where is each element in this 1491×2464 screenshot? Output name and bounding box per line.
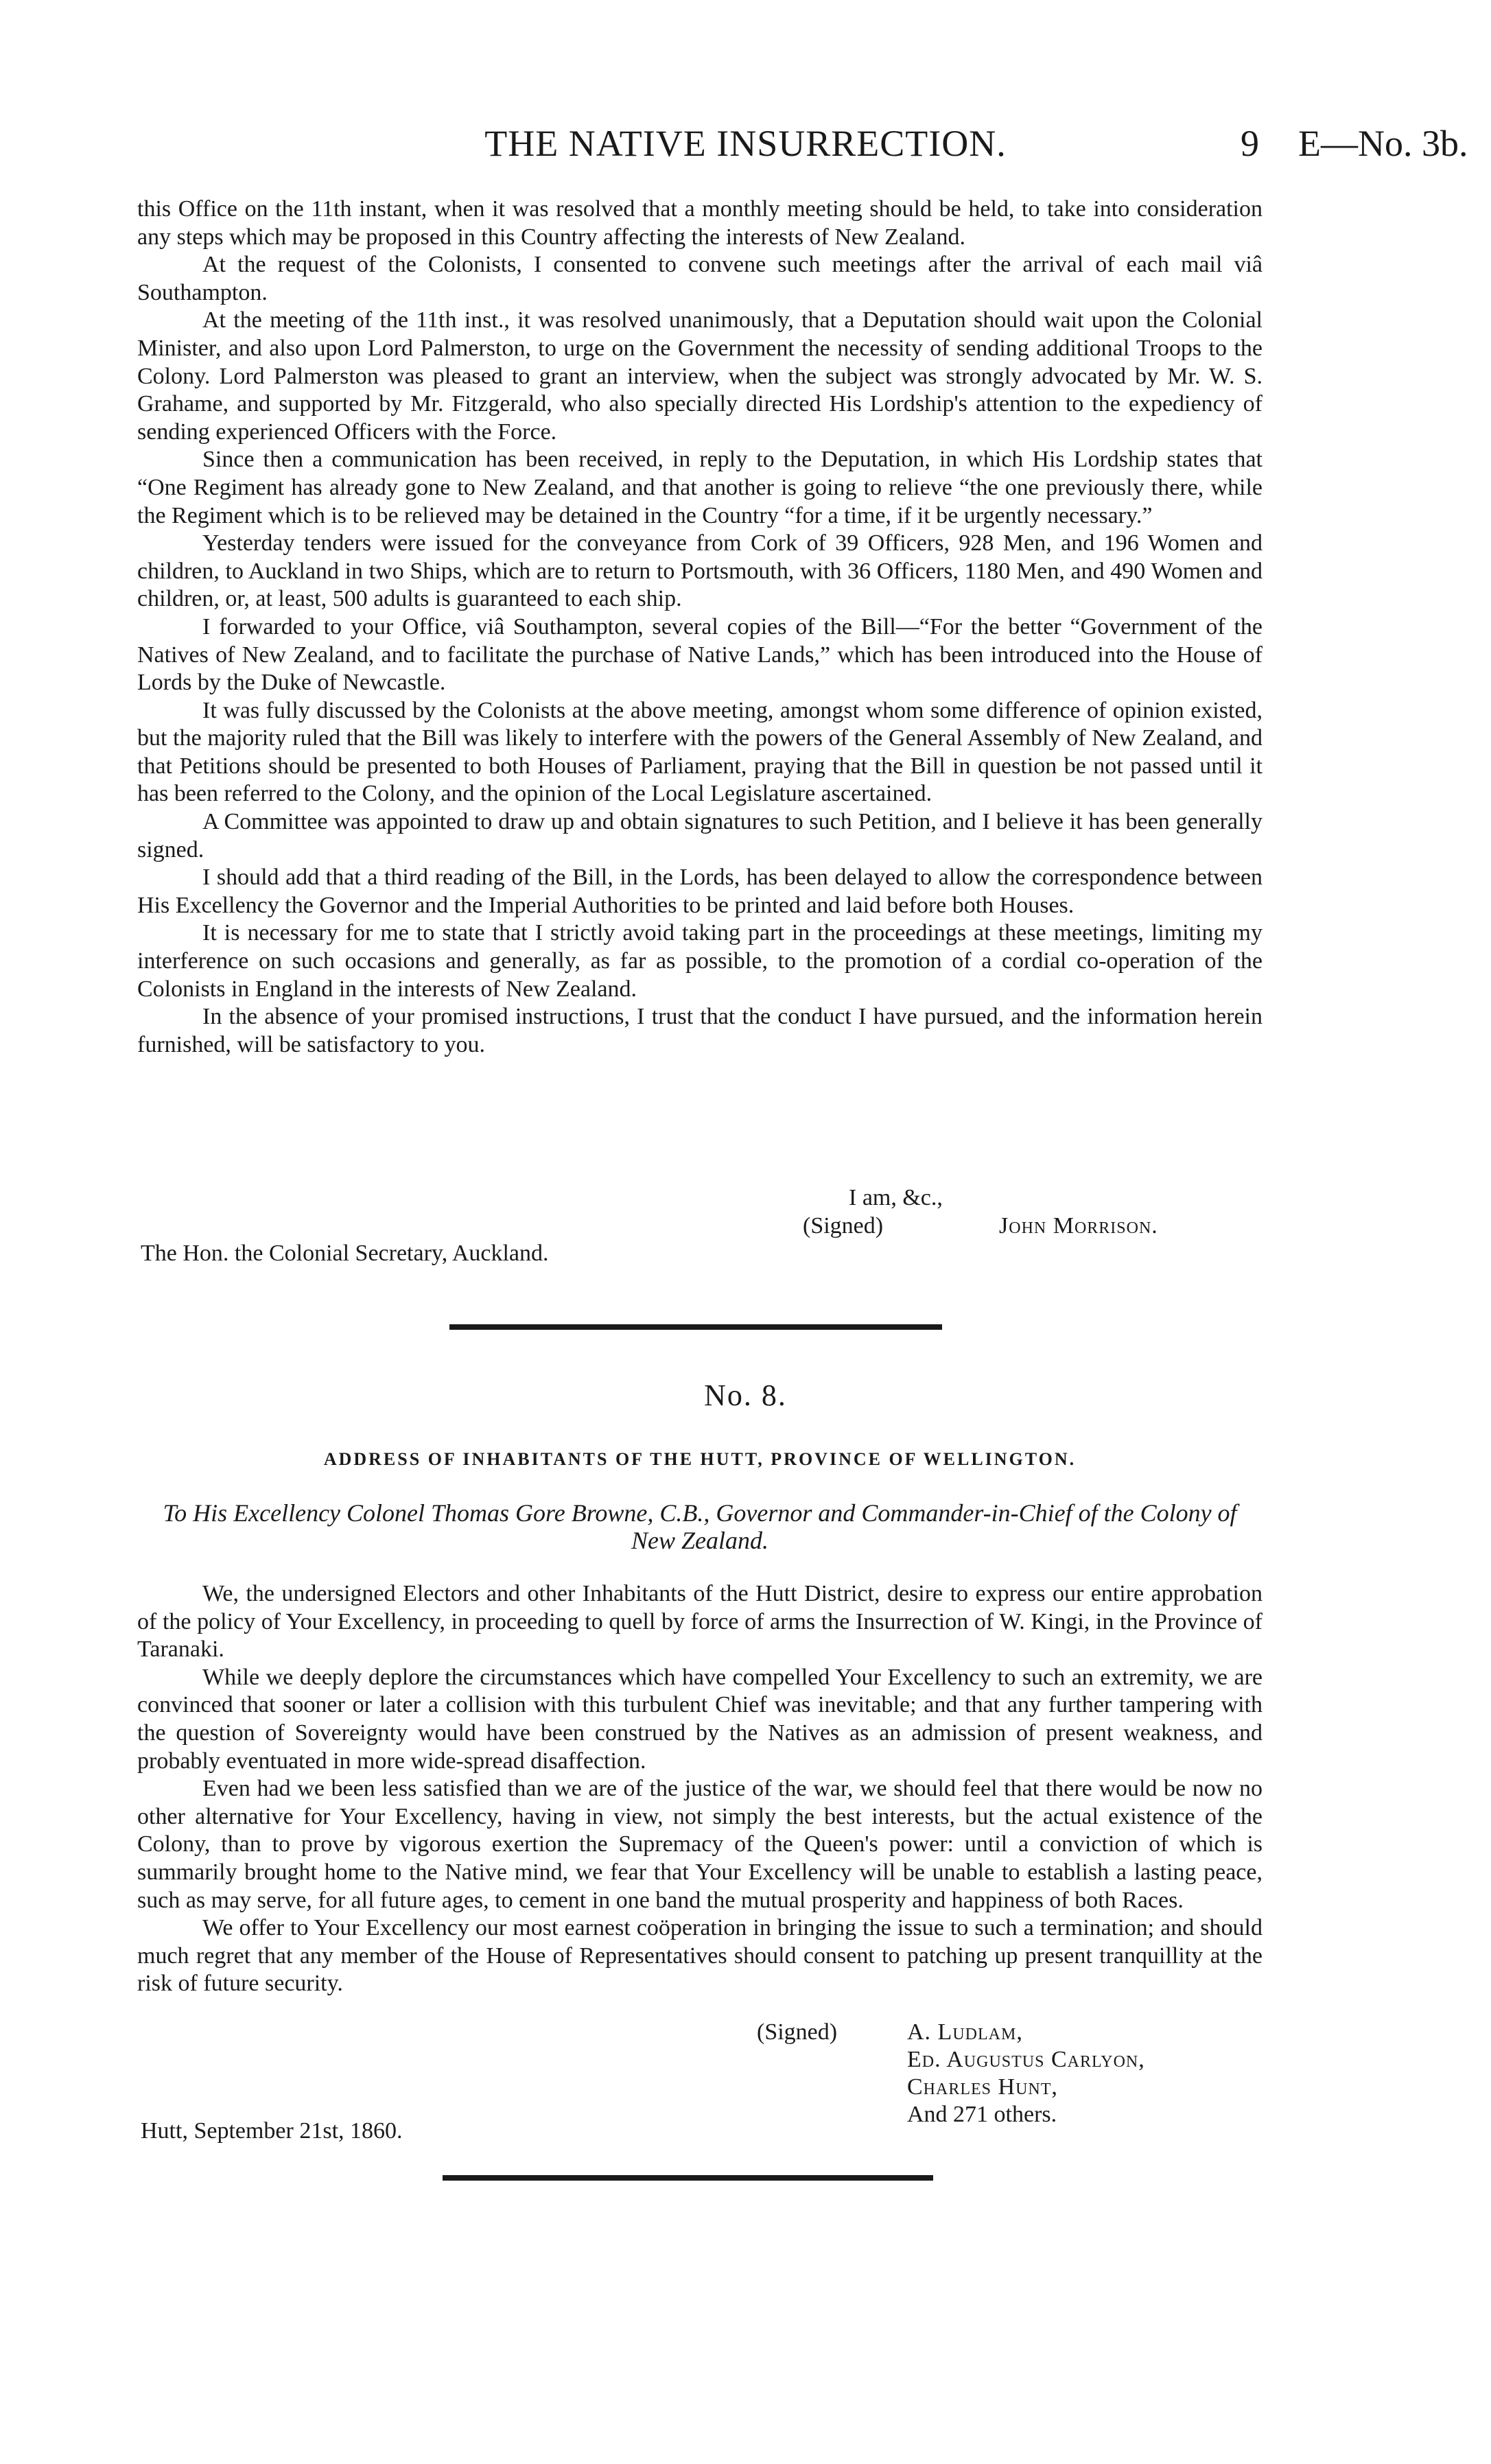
page-number: 9 [1241,123,1259,164]
signatory: A. Ludlam, [907,2019,1023,2045]
letter-paragraph: Since then a communication has been received, in reply to the Deputation, in which His Lordship states that “One Regiment has already gone to New Zealand, and that another is going to relieve “the one previously there, while the Regiment which is to be relieved may be detained in the Country “for a time, if it be urgently necessary.” [137,447,1263,528]
section-divider [443,2175,933,2181]
letter-paragraph: Yesterday tenders were issued for the conveyance from Cork of 39 Officers, 928 Men, and 196 Women and children, to Auckland in two Ships, which are to return to Portsmouth, with 36 Officers, 1180 Men, and 490 Women and children, or, at least, 500 adults is guaranteed to each ship. [137,530,1263,612]
letter-body [137,196,1263,1059]
address-paragraph: We, the undersigned Electors and other Inhabitants of the Hutt District, desire to express our entire approbation of the policy of Your Excellency, in proceeding to quell by force of arms the Insurrection of W. Kingi, in the Province of Taranaki. [137,1581,1263,1663]
address-paragraph: We offer to Your Excellency our most earnest coöperation in bringing the issue to such a termination; and should much regret that any member of the House of Representatives should consent to patching up present tranquillity at the risk of future security. [137,1915,1263,1997]
paper-reference: E—No. 3b. [1298,123,1468,164]
signed-label: (Signed) [803,1213,884,1239]
letter-addressee: The Hon. the Colonial Secretary, Auckland. [141,1241,549,1266]
letter-closing: I am, &c., [849,1185,943,1210]
letter-paragraph: It was fully discussed by the Colonists at the above meeting, amongst whom some difference of opinion existed, but the majority ruled that the Bill was likely to interfere with the powers of the General Assembly of New Zealand, and that Petitions should be presented to both Houses of Parliament, praying that the Bill in question be not passed until it has been referred to the Colony, and the opinion of the Local Legislature ascertained. [137,697,1263,807]
document-title: ADDRESS OF INHABITANTS OF THE HUTT, PROVINCE OF WELLINGTON. [323,1449,1077,1469]
letter-paragraph: I should add that a third reading of the Bill, in the Lords, has been delayed to allow the correspondence between His Excellency the Governor and the Imperial Authorities to be printed and laid before both Houses. [137,865,1263,918]
letter-paragraph: A Committee was appointed to draw up and obtain signatures to such Petition, and I believe it has been generally signed. [137,809,1263,863]
letter-paragraph: In the absence of your promised instructions, I trust that the conduct I have pursued, and the information herein furnished, will be satisfactory to you. [137,1004,1263,1057]
letter-paragraph: At the request of the Colonists, I consented to convene such meetings after the arrival of each mail viâ Southampton. [137,252,1263,305]
section-divider [449,1324,942,1330]
document-number: No. 8. [704,1378,787,1412]
page-header [0,122,1491,170]
letter-paragraph: It is necessary for me to state that I strictly avoid taking part in the proceedings at these meetings, limiting my interference on such occasions and generally, as far as possible, to the promotion of a cordial co-operation of the Colonists in England in the interests of New Zealand. [137,920,1263,1002]
signatory: And 271 others. [907,2102,1057,2127]
address-body [137,1580,1263,1998]
letter-paragraph: this Office on the 11th instant, when it was resolved that a monthly meeting should be held, to take into consideration any steps which may be proposed in this Country affecting the interests of New Zealand. [137,196,1263,250]
signatory: Ed. Augustus Carlyon, [907,2047,1145,2072]
address-paragraph: While we deeply deplore the circumstances which have compelled Your Excellency to such an extremity, we are convinced that sooner or later a collision with this turbulent Chief was inevitable; and that any further tampering with the question of Sovereignty would have been construed by the Natives as an admission of present weakness, and probably eventuated in more wide-spread disaffection. [137,1664,1263,1774]
signed-label: (Signed) [757,2019,838,2045]
signatory: Charles Hunt, [907,2074,1058,2100]
address-salutation: To His Excellency Colonel Thomas Gore Browne, C.B., Governor and Commander-in-Chief of the Colony of New Zealand. [163,1499,1237,1554]
running-title: THE NATIVE INSURRECTION. [484,123,1007,164]
address-paragraph: Even had we been less satisfied than we are of the justice of the war, we should feel that there would be now no other alternative for Your Excellency, having in view, not simply the best interests, but the actual existence of the Colony, than to prove by vigorous exertion the Supremacy of the Queen's power: until a conviction of which is summarily brought home to the Native mind, we fear that Your Excellency will be unable to establish a lasting peace, such as may serve, for all future ages, to cement in one band the mutual prosperity and happiness of both Races. [137,1776,1263,1913]
letter-paragraph: I forwarded to your Office, viâ Southampton, several copies of the Bill—“For the better “Government of the Natives of New Zealand, and to facilitate the purchase of Native Lands,” which has been introduced into the House of Lords by the Duke of Newcastle. [137,613,1263,696]
letter-paragraph: At the meeting of the 11th inst., it was resolved unanimously, that a Deputation should wait upon the Colonial Minister, and also upon Lord Palmerston, to urge on the Government the necessity of sending additional Troops to the Colony. Lord Palmerston was pleased to grant an interview, when the subject was strongly advocated by Mr. W. S. Grahame, and supported by Mr. Fitzgerald, who also specially directed His Lordship's attention to the expediency of sending experienced Officers with the Force. [137,307,1263,445]
letter-signatory: John Morrison. [999,1213,1158,1239]
place-date: Hutt, September 21st, 1860. [141,2118,403,2144]
